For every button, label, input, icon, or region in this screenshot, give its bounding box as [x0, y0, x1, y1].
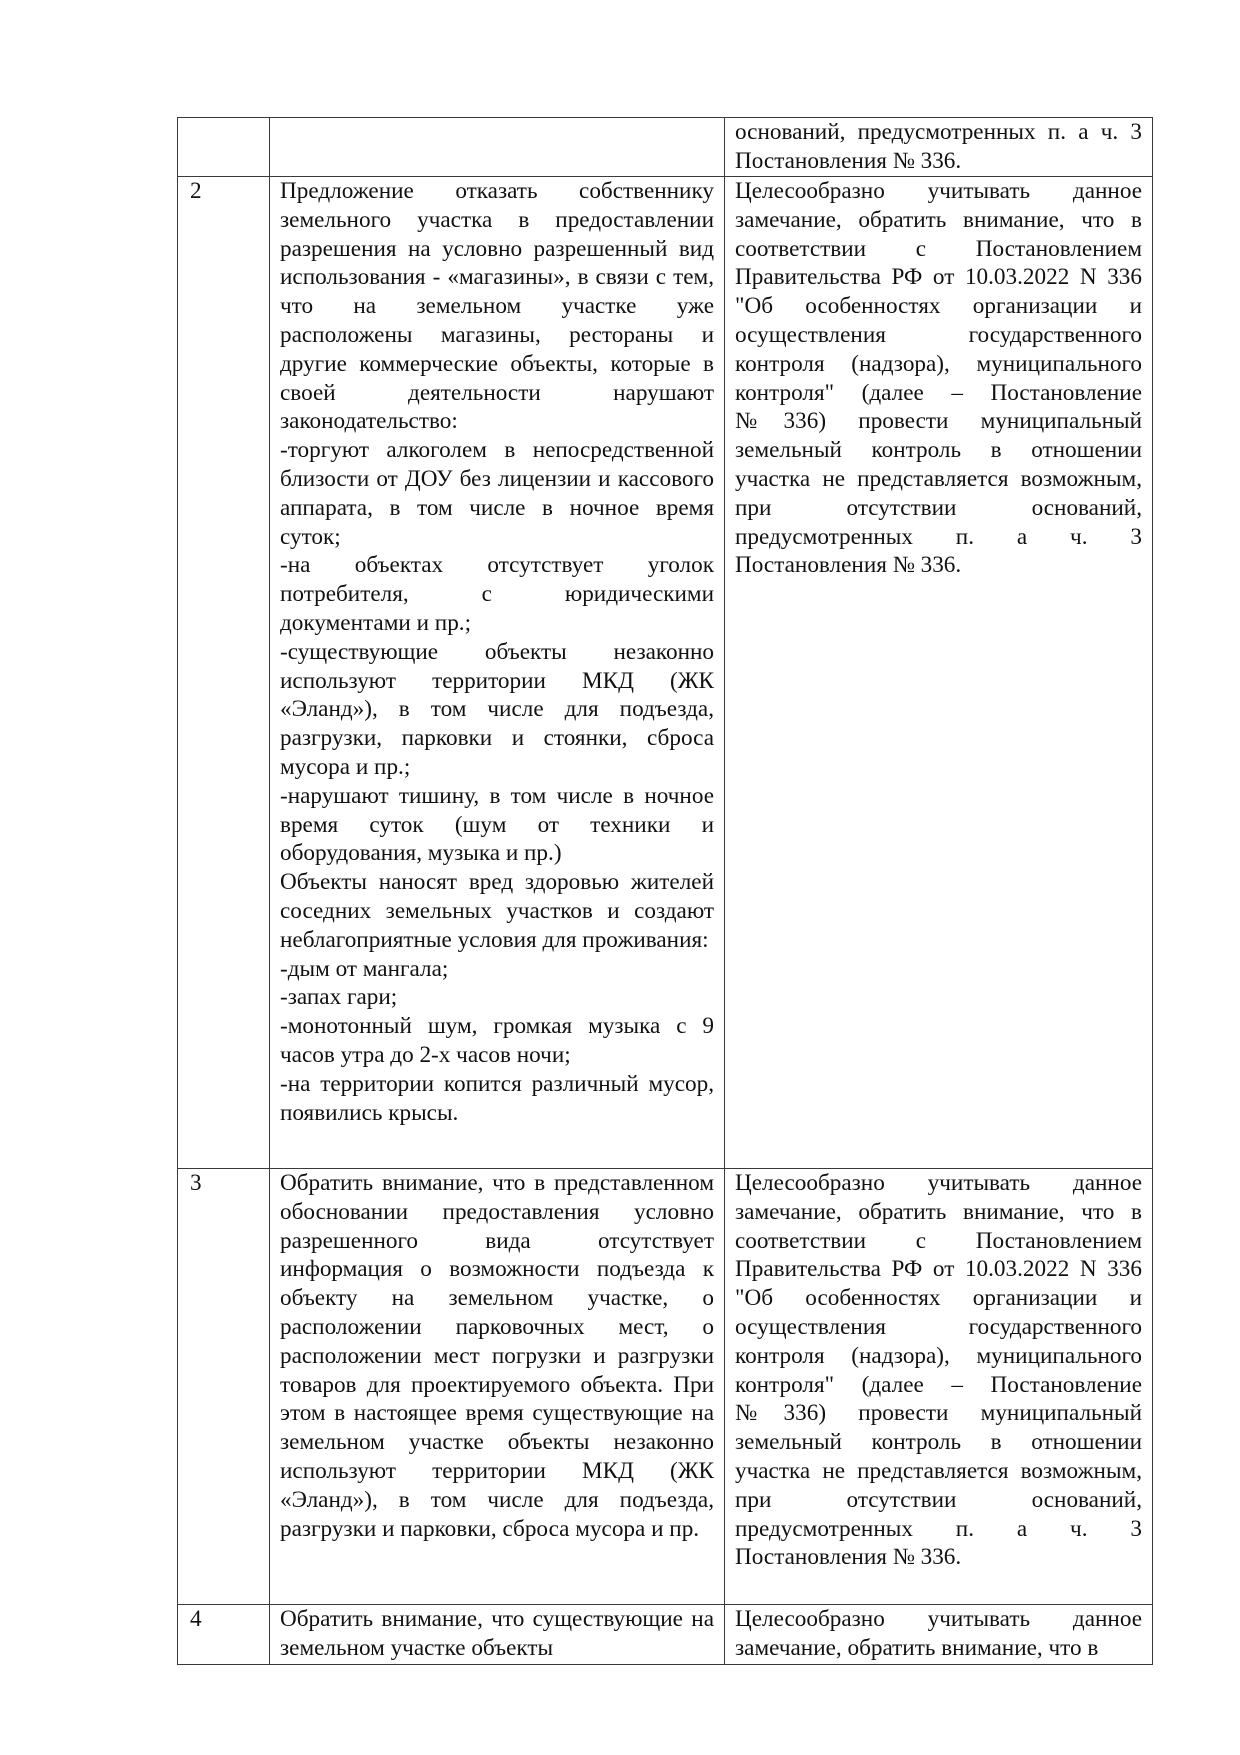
row-number [178, 118, 270, 177]
proposal-paragraph: -торгуют алкоголем в непосредственной близости от ДОУ без лицензии и кассового аппарата, в том числе в ночное время суток; [280, 437, 714, 550]
proposal-cell [270, 177, 725, 1169]
table-row [178, 1605, 1153, 1665]
proposal-paragraph: Объекты наносят вред здоровью жителей соседних земельных участков и создают неблагоприятные условия для проживания: [280, 869, 714, 953]
proposal-cell [270, 118, 725, 177]
proposal-paragraph: -на объектах отсутствует уголок потребителя, с юридическими документами и пр.; [280, 552, 714, 636]
proposal-paragraph: -запах гари; [280, 984, 398, 1011]
row-number: 2 [178, 177, 270, 1169]
result-cell: Целесообразно учитывать данное замечание, обратить внимание, что в [725, 1605, 1153, 1665]
proposal-cell [270, 1605, 725, 1665]
proposal-paragraph: -на территории копится различный мусор, появились крысы. [280, 1070, 714, 1126]
row-number: 4 [178, 1605, 270, 1665]
proposal-paragraph: Предложение отказать собственнику земельного участка в предоставлении разрешения на условно разрешенный вид использования - «магазины», в связи с тем, что на земельном участке уже расположены магазины, рестораны и другие коммерческие объекты, которые в своей деятельности нарушают законодательство: [280, 178, 714, 435]
proposal-cell [270, 1169, 725, 1605]
proposal-paragraph: -дым от мангала; [280, 955, 449, 982]
proposal-paragraph: Обратить внимание, что существующие на земельном участке объекты [280, 1606, 714, 1661]
proposal-paragraph: -нарушают тишину, в том числе в ночное время суток (шум от техники и оборудования, музыка и пр.) [280, 782, 714, 867]
result-cell: Целесообразно учитывать данное замечание, обратить внимание, что в соответствии с Постановлением Правительства РФ от 10.03.2022 N 336 "Об особенностях организации и осуществления государственного контроля (надзора), муниципального контроля" (далее – Постановление №336) провести муниципальный земельный контроль в отношении участка не представляется возможным, при отсутствии оснований, предусмотренных п. а ч. 3 Постановления № 336. [725, 1169, 1153, 1605]
table-row [178, 177, 1153, 1169]
row-number: 3 [178, 1169, 270, 1605]
proposal-paragraph: -существующие объекты незаконно используют территории МКД (ЖК «Эланд»), в том числе для подъезда, разгрузки, парковки и стоянки, сброса мусора и пр.; [280, 638, 714, 780]
proposal-paragraph: -монотонный шум, громкая музыка с 9 часов утра до 2-х часов ночи; [280, 1013, 714, 1068]
proposals-table [177, 117, 1153, 1665]
result-cell: Целесообразно учитывать данное замечание, обратить внимание, что в соответствии с Постановлением Правительства РФ от 10.03.2022 N 336 "Об особенностях организации и осуществления государственного контроля (надзора), муниципального контроля" (далее – Постановление №336) провести муниципальный земельный контроль в отношении участка не представляется возможным, при отсутствии оснований, предусмотренных п. а ч. 3 Постановления № 336. [725, 177, 1153, 1169]
table-row [178, 118, 1153, 177]
table-row [178, 1169, 1153, 1605]
result-cell: оснований, предусмотренных п. а ч. 3 Постановления № 336. [725, 118, 1153, 177]
proposal-paragraph: Обратить внимание, что в представленном обосновании предоставления условно разрешенного вида отсутствует информация о возможности подъезда к объекту на земельном участке, о расположении парковочных мест, о расположении мест погрузки и разгрузки товаров для проектируемого объекта. При этом в настоящее время существующие на земельном участке объекты незаконно используют территории МКД (ЖК «Эланд»), в том числе для подъезда, разгрузки и парковки, сброса мусора и пр. [280, 1170, 714, 1542]
